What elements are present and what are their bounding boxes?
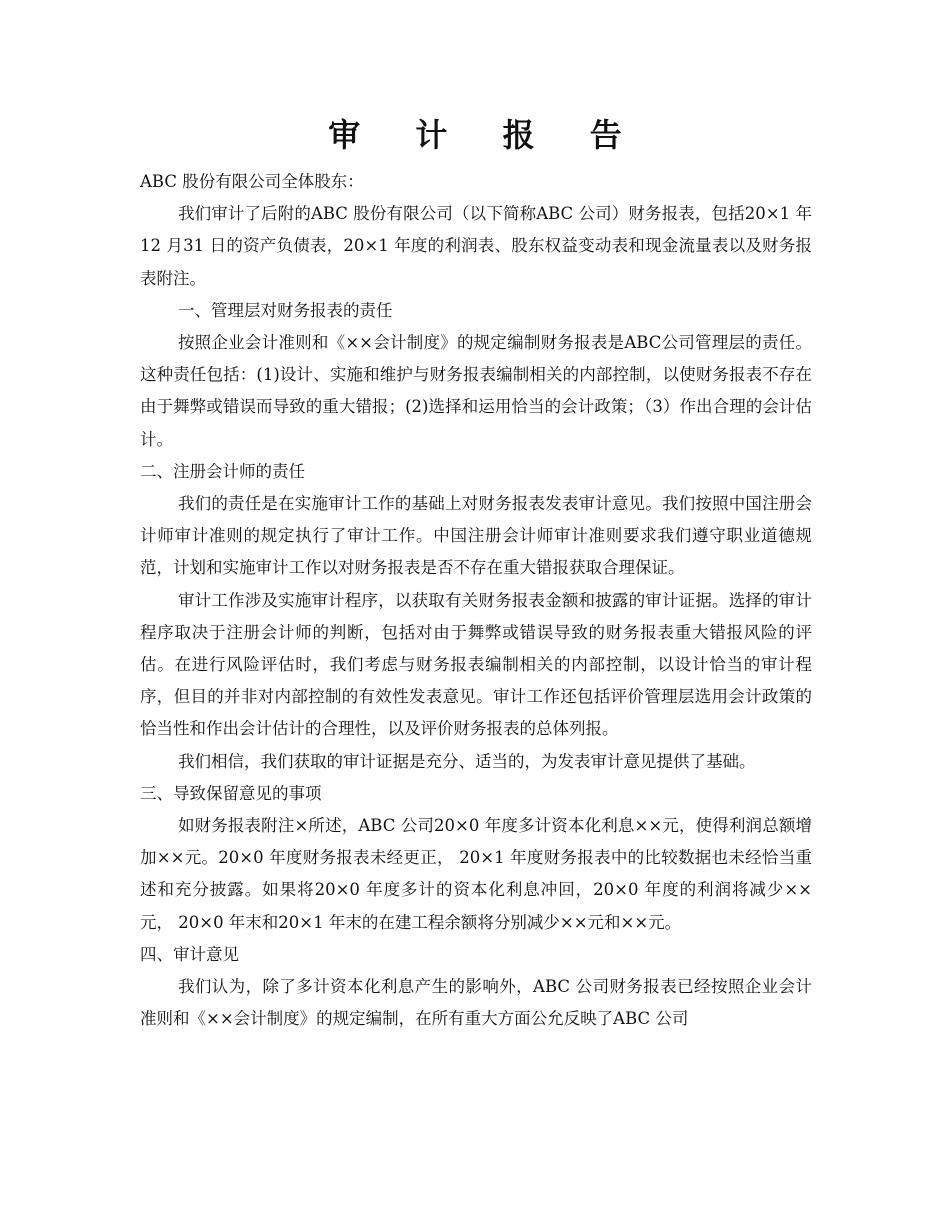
section-4-paragraph: 我们认为，除了多计资本化利息产生的影响外，ABC 公司财务报表已经按照企业会计准则和《××会计制度》的规定编制，在所有重大方面公允反映了ABC 公司 bbox=[140, 977, 812, 1029]
section-1-heading: 一、管理层对财务报表的责任 bbox=[177, 300, 393, 320]
section-4-heading: 四、审计意见 bbox=[140, 944, 239, 964]
intro-paragraph: 我们审计了后附的ABC 股份有限公司（以下简称ABC 公司）财务报表，包括20×1 年12 月31 日的资产负债表，20×1 年度的利润表、股东权益变动表和现金流量表以及财务报表附注。 bbox=[140, 204, 812, 288]
section-2-paragraph-3: 我们相信，我们获取的审计证据是充分、适当的，为发表审计意见提供了基础。 bbox=[177, 751, 756, 771]
section-2-paragraph-2: 审计工作涉及实施审计程序，以获取有关财务报表金额和披露的审计证据。选择的审计程序取决于注册会计师的判断，包括对由于舞弊或错误导致的财务报表重大错报风险的评估。在进行风险评估时，我们考虑与财务报表编制相关的内部控制，以设计恰当的审计程序，但目的并非对内部控制的有效性发表意见。审计工作还包括评价管理层选用会计政策的恰当性和作出会计估计的合理性，以及评价财务报表的总体列报。 bbox=[140, 590, 812, 739]
section-1-paragraph: 按照企业会计准则和《××会计制度》的规定编制财务报表是ABC公司管理层的责任。这种责任包括：(1)设计、实施和维护与财务报表编制相关的内部控制，以使财务报表不存在由于舞弊或错误而导致的重大错报；(2)选择和运用恰当的会计政策；（3）作出合理的会计估计。 bbox=[140, 333, 812, 449]
section-2-heading: 二、注册会计师的责任 bbox=[140, 461, 305, 481]
section-3-paragraph: 如财务报表附注×所述，ABC 公司20×0 年度多计资本化利息××元，使得利润总额增加××元。20×0 年度财务报表未经更正， 20×1 年度财务报表中的比较数据也未经恰当重述和充分披露。如果将20×0 年度多计的资本化利息冲回，20×0 年度的利润将减少××元， 20×0 年末和20×1 年末的在建工程余额将分别减少××元和××元。 bbox=[140, 816, 812, 932]
section-3-heading: 三、导致保留意见的事项 bbox=[140, 783, 322, 803]
section-2-paragraph-1: 我们的责任是在实施审计工作的基础上对财务报表发表审计意见。我们按照中国注册会计师审计准则的规定执行了审计工作。中国注册会计师审计准则要求我们遵守职业道德规范，计划和实施审计工作以对财务报表是否不存在重大错报获取合理保证。 bbox=[140, 494, 812, 578]
salutation: ABC 股份有限公司全体股东： bbox=[140, 172, 364, 191]
report-body bbox=[140, 166, 812, 1035]
report-title: 审 计 报 告 bbox=[328, 116, 644, 154]
